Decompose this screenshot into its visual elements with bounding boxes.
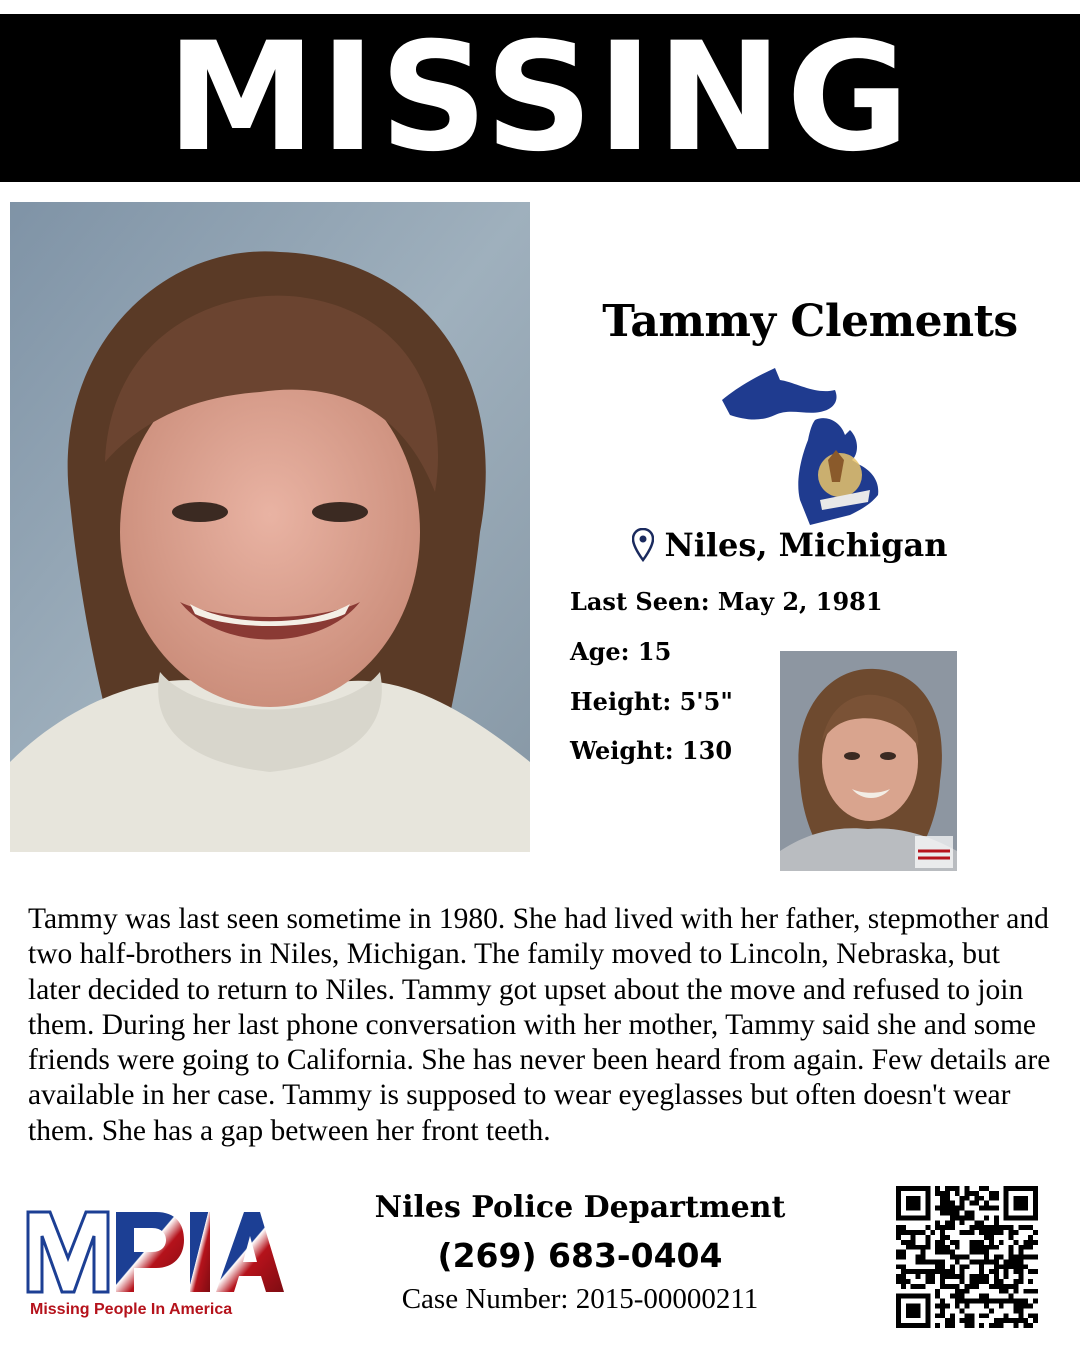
agency-phone[interactable]: (269) 683-0404 [437, 1236, 723, 1275]
main-photo [10, 202, 530, 852]
case-number-label: Case Number: [401, 1283, 569, 1315]
logo-letters [28, 1212, 284, 1292]
last-seen-value: May 2, 1981 [717, 587, 883, 616]
height-label: Height: [570, 687, 672, 716]
qr-code[interactable] [896, 1186, 1038, 1328]
case-number-value: 2015-00000211 [575, 1283, 759, 1315]
location-text: Niles, Michigan [664, 526, 948, 564]
weight-label: Weight: [570, 736, 674, 765]
location-line [560, 526, 1020, 570]
case-description: Tammy was last seen sometime in 1980. She had lived with her father, stepmother and two half-brothers in Niles, Michigan. The family moved to Lincoln, Nebraska, but later decided to return to Niles. Tammy got upset about the move and refused to join them. During her last phone conversation with her mother, Tammy said she and some friends were going to California. She has never been heard from again. Few details are available in her case. Tammy is supposed to wear eyeglasses but often doesn't wear them. She has a gap between her front teeth. [28, 903, 1051, 1147]
height-value: 5'5" [679, 687, 733, 716]
location-pin-icon [632, 528, 654, 570]
person-name: Tammy Clements [602, 296, 1018, 347]
weight-value: 130 [681, 736, 733, 765]
height-fact [570, 687, 733, 716]
logo-tagline: Missing People In America [30, 1301, 233, 1318]
last-seen-fact [570, 587, 883, 616]
weight-fact [570, 736, 732, 765]
agency-name: Niles Police Department [374, 1190, 786, 1225]
age-label: Age: [570, 637, 630, 666]
last-seen-label: Last Seen: [570, 587, 710, 616]
michigan-map-icon [720, 360, 890, 530]
age-progression-photo [780, 651, 957, 871]
age-value: 15 [637, 637, 672, 666]
age-fact [570, 637, 671, 666]
case-number [330, 1283, 830, 1316]
banner-title: MISSING [166, 11, 914, 185]
missing-banner [0, 11, 1080, 185]
